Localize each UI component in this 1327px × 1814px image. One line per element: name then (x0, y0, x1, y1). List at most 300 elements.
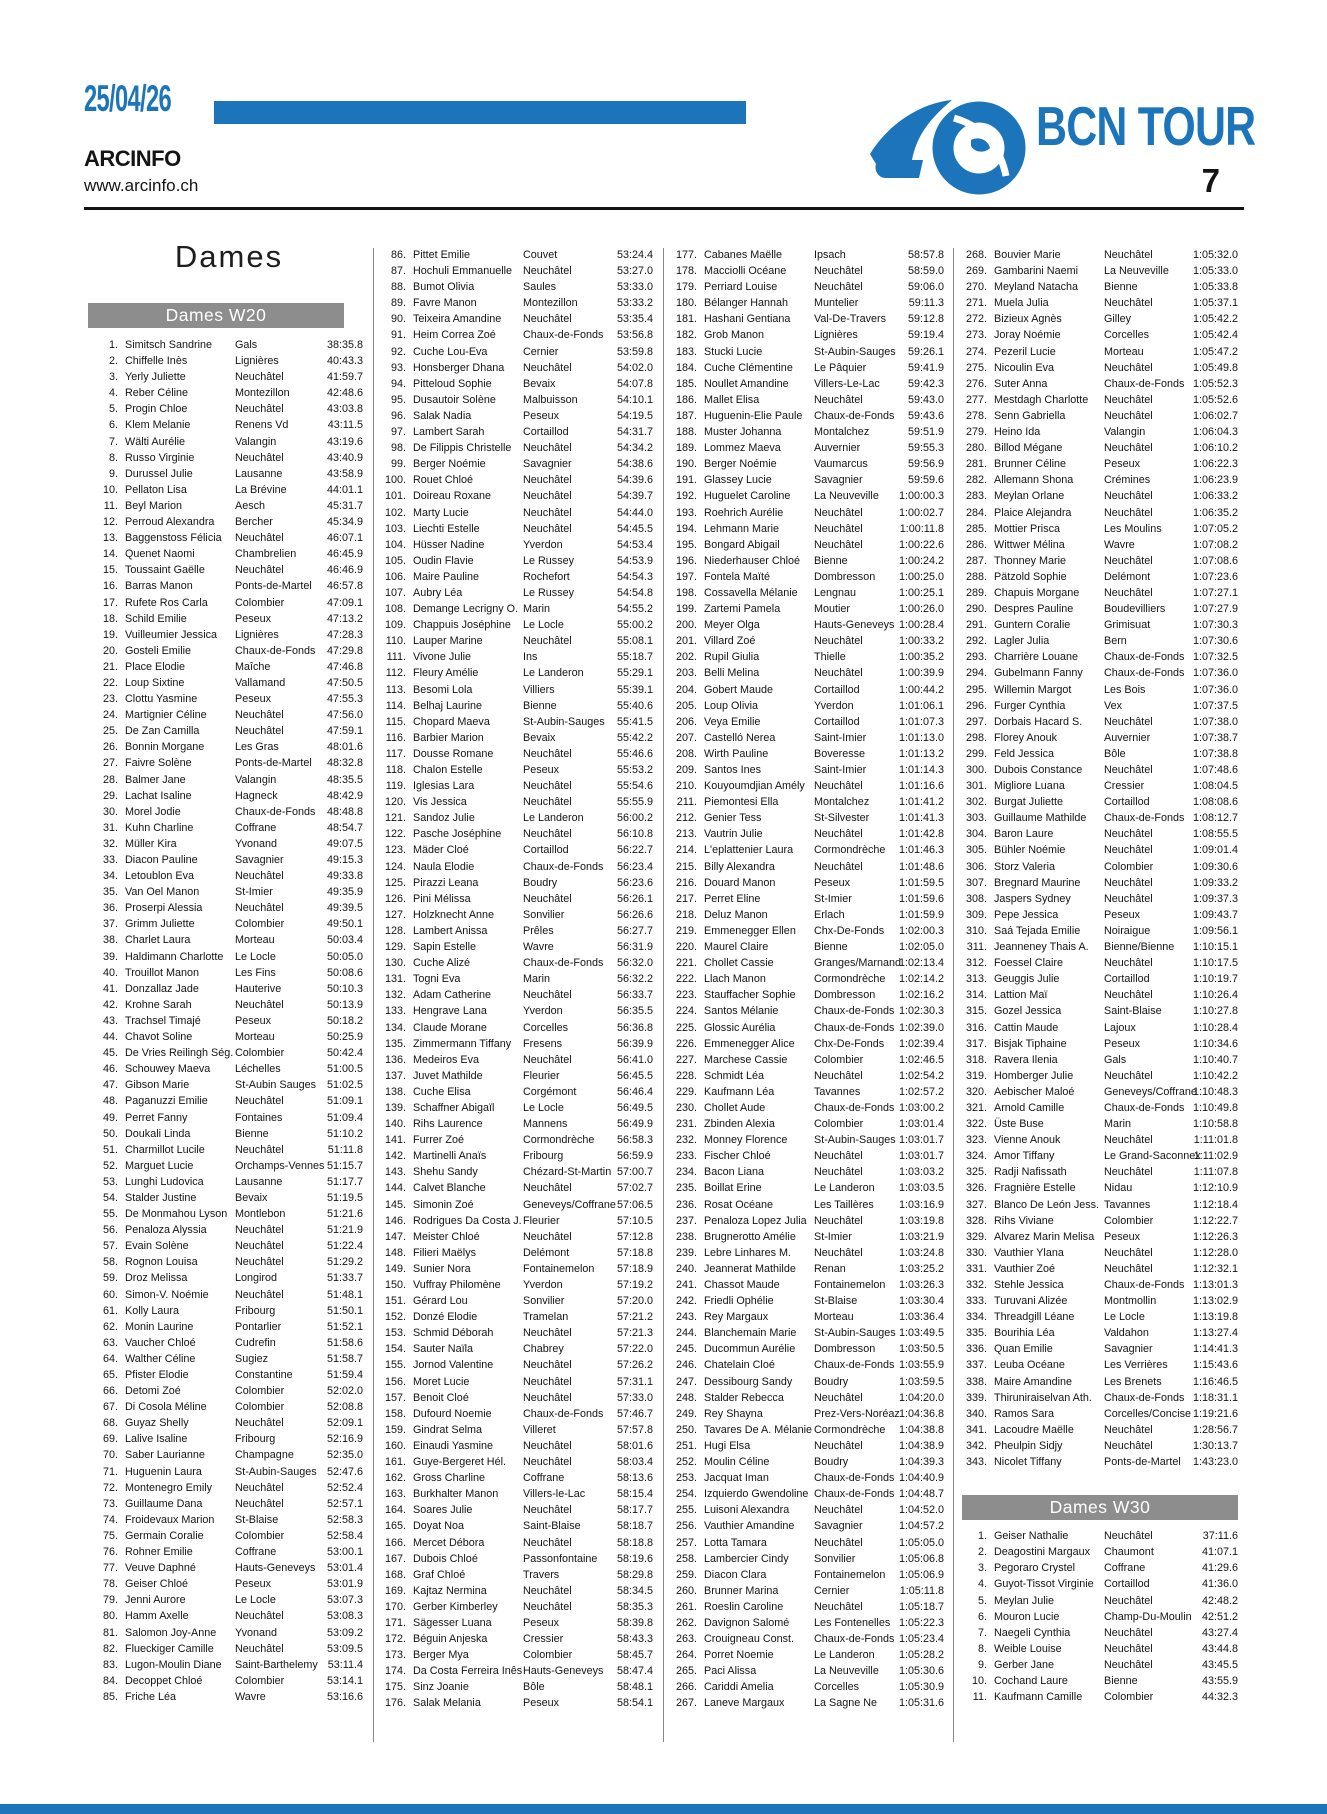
result-row (672, 1439, 944, 1455)
result-time: 1:02:16.2 (898, 989, 944, 1002)
result-time: 51:19.5 (326, 1191, 363, 1204)
result-row (962, 924, 1238, 940)
result-rank: 1. (108, 339, 118, 351)
result-rank: 172. (384, 1633, 406, 1646)
result-time: 57:22.0 (616, 1343, 653, 1356)
result-name: Arnold Camille (994, 1101, 1065, 1114)
result-rank: 25. (102, 725, 118, 738)
result-name: Dessibourg Sandy (704, 1375, 793, 1388)
result-row (672, 747, 944, 763)
result-row (381, 908, 653, 924)
result-rank: 192. (675, 490, 697, 503)
result-city: La Sagne Ne (814, 1697, 878, 1710)
result-name: Ramos Sara (994, 1407, 1055, 1420)
result-city: Neuchâtel (523, 892, 572, 905)
result-rank: 169. (384, 1584, 406, 1597)
result-city: Neuchâtel (1104, 1423, 1153, 1436)
result-city: Neuchâtel (1104, 1069, 1153, 1082)
result-name: Roeslin Caroline (704, 1600, 784, 1613)
result-time: 52:08.8 (326, 1401, 363, 1414)
result-row (93, 885, 363, 901)
result-name: Storz Valeria (994, 860, 1056, 873)
section-header-w30 (962, 1495, 1238, 1520)
result-rank: 65. (102, 1369, 118, 1381)
result-name: Guillaume Dana (125, 1497, 203, 1510)
result-city: St-Aubin-Sauges (235, 1465, 317, 1478)
result-time: 1:00:00.3 (898, 490, 944, 503)
result-name: Lunghi Ludovica (125, 1175, 204, 1188)
result-time: 1:07:05.2 (1192, 522, 1238, 535)
result-name: Filieri Maëlys (413, 1246, 476, 1259)
result-rank: 317. (965, 1037, 987, 1050)
result-row (672, 457, 944, 473)
result-city: Chaux-de-Fonds (1104, 1279, 1185, 1291)
result-rank: 78. (102, 1578, 118, 1591)
result-city: Neuchâtel (814, 780, 863, 793)
result-city: Mannens (523, 1118, 568, 1131)
result-row (672, 1021, 944, 1037)
result-name: Mottier Prisca (994, 522, 1060, 535)
result-row (381, 876, 653, 892)
result-time: 1:05:33.0 (1192, 265, 1238, 278)
result-rank: 132. (384, 989, 406, 1002)
results-column-2 (381, 248, 653, 1713)
result-city: Saules (523, 281, 557, 294)
result-city: Peseux (1104, 458, 1141, 471)
result-city: Chaux-de-Fonds (814, 1005, 895, 1018)
result-name: Jaspers Sydney (994, 892, 1071, 905)
result-row (962, 795, 1238, 811)
result-name: Wirth Pauline (704, 747, 769, 760)
result-rank: 53. (102, 1175, 118, 1188)
result-rank: 263. (675, 1633, 697, 1646)
result-city: Yverdon (523, 1279, 563, 1291)
result-time: 55:54.6 (616, 780, 653, 793)
result-city: Neuchâtel (814, 538, 863, 551)
result-city: Neuchâtel (523, 522, 572, 535)
result-rank: 232. (675, 1134, 697, 1147)
result-city: Colombier (1104, 1691, 1154, 1704)
result-rank: 319. (965, 1069, 987, 1082)
result-time: 47:56.0 (326, 709, 363, 722)
result-name: Brugnerotto Amélie (704, 1230, 796, 1243)
result-city: Yverdon (523, 538, 563, 551)
result-name: Villard Zoé (704, 635, 756, 648)
result-city: St-Imier (814, 892, 852, 905)
result-time: 1:07:36.0 (1192, 667, 1238, 680)
result-time: 48:54.7 (326, 821, 363, 834)
result-rank: 22. (102, 676, 118, 689)
result-time: 1:10:28.4 (1192, 1021, 1238, 1034)
result-name: Charmillot Lucile (125, 1143, 205, 1156)
result-time: 50:10.3 (326, 982, 363, 995)
result-time: 1:10:49.8 (1192, 1101, 1238, 1114)
result-city: Cernier (523, 345, 559, 358)
result-rank: 297. (965, 715, 987, 728)
result-city: Neuchâtel (523, 313, 572, 326)
result-row (672, 1568, 944, 1584)
result-name: Sandoz Julie (413, 812, 475, 825)
result-name: Billod Mégane (994, 442, 1063, 455)
result-rank: 218. (675, 908, 697, 921)
result-city: Cortaillod (814, 683, 860, 696)
result-rank: 66. (102, 1385, 118, 1398)
result-city: Sugiez (235, 1352, 269, 1365)
result-city: Le Landeron (523, 667, 584, 680)
result-time: 1:06:35.2 (1192, 506, 1238, 519)
result-row (962, 1658, 1238, 1674)
page-date: 25/04/26 (84, 78, 172, 119)
result-time: 1:01:42.8 (898, 828, 944, 841)
result-city: Neuchâtel (235, 532, 284, 545)
brand-title: BCN TOUR (1036, 95, 1256, 157)
result-name: Fleury Amélie (413, 667, 479, 680)
result-row (381, 747, 653, 763)
result-name: Bühler Noémie (994, 844, 1066, 857)
result-row (962, 1149, 1238, 1165)
result-time: 58:59.0 (907, 265, 944, 278)
result-time: 58:57.8 (907, 249, 944, 261)
result-name: Meyland Natacha (994, 281, 1079, 294)
result-rank: 244. (675, 1327, 697, 1340)
result-rank: 114. (385, 699, 406, 712)
result-name: Nicoulin Eva (994, 361, 1055, 374)
result-row (672, 876, 944, 892)
result-rank: 330. (965, 1246, 987, 1259)
result-city: Tramelan (523, 1311, 569, 1324)
result-row (93, 1143, 363, 1159)
result-row (962, 1407, 1238, 1423)
result-name: Kajtaz Nermina (413, 1584, 487, 1597)
result-city: Chaux-de-Fonds (523, 860, 604, 873)
result-rank: 14. (102, 548, 118, 561)
result-name: Pheulpin Sidjy (994, 1439, 1063, 1452)
result-row (672, 924, 944, 940)
result-row (93, 1432, 363, 1448)
result-time: 57:19.2 (616, 1279, 653, 1291)
column-divider (953, 248, 954, 1742)
result-row (381, 1165, 653, 1181)
result-city: Neuchâtel (814, 522, 863, 535)
publication-name: ARCINFO (84, 146, 181, 171)
result-rank: 9. (977, 1658, 987, 1671)
result-city: Lausanne (235, 1175, 283, 1188)
result-name: Aebischer Maloé (994, 1085, 1075, 1098)
result-rank: 191. (675, 474, 697, 487)
result-row (93, 1561, 363, 1577)
result-name: Cariddi Amelia (704, 1681, 774, 1694)
result-row (672, 1358, 944, 1374)
result-time: 53:24.4 (616, 249, 653, 261)
result-rank: 249. (675, 1407, 697, 1420)
result-name: Graf Chloé (413, 1568, 466, 1581)
result-name: Penaloza Alyssia (125, 1224, 207, 1237)
result-city: Corcelles (1104, 329, 1150, 342)
result-city: Champ-Du-Moulin (1104, 1610, 1192, 1623)
result-time: 47:29.8 (326, 644, 363, 657)
result-rank: 73. (102, 1497, 118, 1510)
result-row (381, 956, 653, 972)
result-name: Foessel Claire (994, 957, 1064, 970)
result-rank: 194. (675, 522, 697, 535)
result-city: Bercher (235, 516, 273, 529)
result-time: 1:13:19.8 (1192, 1311, 1238, 1324)
result-time: 51:11.8 (327, 1143, 363, 1156)
result-name: Krohne Sarah (125, 998, 192, 1011)
result-time: 1:19:21.6 (1192, 1407, 1238, 1420)
result-name: Saber Laurianne (125, 1449, 205, 1462)
result-city: Neuchâtel (235, 725, 284, 738)
result-city: Auvernier (814, 442, 861, 455)
result-name: Gambarini Naemi (994, 265, 1079, 278)
result-city: Neuchâtel (1104, 715, 1153, 728)
result-city: Neuchâtel (523, 1600, 572, 1613)
result-city: Fontaines (235, 1111, 283, 1124)
result-name: Honsberger Dhana (413, 361, 505, 374)
result-time: 52:16.9 (326, 1433, 363, 1446)
result-city: Delémont (1104, 570, 1151, 583)
result-name: Pittet Emilie (413, 249, 470, 261)
result-city: Neuchâtel (523, 989, 572, 1002)
result-rank: 322. (965, 1118, 987, 1131)
result-rank: 42. (102, 998, 118, 1011)
result-name: Beyl Marion (125, 499, 183, 512)
result-rank: 55. (102, 1208, 118, 1221)
result-time: 1:16:46.5 (1192, 1375, 1238, 1388)
result-city: Saint-Imier (814, 764, 867, 776)
result-rank: 119. (385, 780, 406, 793)
result-row (93, 1207, 363, 1223)
result-time: 42:51.2 (1201, 1610, 1238, 1623)
result-city: Gilley (1104, 313, 1131, 326)
result-row (93, 1078, 363, 1094)
result-city: La Neuveville (814, 1665, 879, 1678)
result-name: Pegoraro Crystel (994, 1562, 1076, 1575)
result-rank: 256. (675, 1520, 697, 1533)
result-name: De Zan Camilla (125, 725, 200, 738)
result-time: 59:43.0 (907, 393, 944, 406)
result-time: 1:00:25.1 (898, 586, 944, 599)
result-rank: 215. (675, 860, 697, 873)
result-row (93, 612, 363, 628)
result-row (672, 1037, 944, 1053)
result-rank: 59. (102, 1272, 118, 1285)
result-time: 1:02:00.3 (898, 924, 944, 937)
result-name: Amor Tiffany (994, 1150, 1055, 1163)
result-name: Vautrin Julie (704, 828, 763, 841)
result-time: 1:02:13.4 (898, 957, 944, 970)
result-city: Ponts-de-Martel (235, 580, 312, 593)
result-city: Chaux-de-Fonds (1104, 667, 1185, 680)
result-row (962, 827, 1238, 843)
result-row (381, 1181, 653, 1197)
result-name: Doireau Roxane (413, 490, 492, 503)
result-row (93, 370, 363, 386)
result-city: Cortaillod (1104, 973, 1150, 986)
result-name: Place Elodie (125, 660, 186, 673)
result-rank: 33. (102, 854, 118, 866)
result-city: Lausanne (235, 467, 283, 480)
result-name: Kaufmann Camille (994, 1691, 1083, 1704)
result-city: Neuchâtel (235, 870, 284, 883)
result-rank: 82. (102, 1642, 118, 1655)
result-rank: 328. (965, 1214, 987, 1227)
result-time: 1:09:01.4 (1192, 844, 1238, 857)
result-name: Salak Nadia (413, 409, 472, 422)
result-row (93, 805, 363, 821)
result-rank: 38. (102, 934, 118, 947)
result-rank: 166. (384, 1536, 406, 1549)
result-rank: 331. (965, 1262, 987, 1275)
result-time: 1:05:11.8 (899, 1584, 944, 1597)
result-row (381, 1101, 653, 1117)
result-rank: 127. (384, 908, 406, 921)
result-name: Kuhn Charline (125, 821, 194, 834)
result-city: Neuchâtel (814, 828, 863, 841)
result-city: Neuchâtel (1104, 554, 1153, 567)
result-city: Montezillon (523, 297, 578, 310)
result-rank: 213. (675, 828, 697, 841)
result-row (93, 435, 363, 451)
result-row (93, 563, 363, 579)
result-rank: 43. (102, 1014, 118, 1027)
result-name: Lommez Maeva (704, 442, 781, 455)
result-time: 57:10.5 (616, 1214, 653, 1227)
result-name: Quenet Naomi (125, 548, 195, 561)
result-name: Rupil Giulia (704, 651, 760, 664)
result-rank: 115. (385, 715, 406, 728)
result-row (381, 1455, 653, 1471)
result-city: Neuchâtel (1104, 409, 1153, 422)
result-time: 59:59.6 (907, 474, 944, 487)
result-rank: 5. (108, 403, 118, 416)
result-time: 55:55.9 (616, 796, 653, 809)
result-name: Cuche Alizé (413, 957, 471, 970)
result-row (93, 708, 363, 724)
result-row (381, 1632, 653, 1648)
result-city: Moutier (814, 603, 851, 616)
result-time: 1:12:32.1 (1192, 1262, 1238, 1275)
result-city: Morteau (235, 934, 275, 947)
result-city: Bevaix (523, 731, 556, 744)
result-time: 1:07:38.7 (1192, 731, 1238, 744)
result-row (672, 328, 944, 344)
result-city: Chézard-St-Martin (523, 1166, 612, 1179)
result-time: 53:08.3 (326, 1610, 363, 1623)
result-city: Chaux-de-Fonds (814, 1633, 895, 1646)
result-name: Juvet Mathilde (413, 1069, 483, 1082)
result-name: Simonin Zoé (413, 1198, 474, 1211)
result-time: 52:58.4 (326, 1529, 363, 1542)
result-row (672, 296, 944, 312)
result-time: 44:32.3 (1201, 1691, 1238, 1704)
result-name: Chatelain Cloé (704, 1359, 775, 1372)
result-time: 43:58.9 (326, 467, 363, 480)
result-time: 57:20.0 (616, 1295, 653, 1308)
result-row (93, 531, 363, 547)
result-city: Neuchâtel (523, 1327, 572, 1340)
result-time: 1:04:39.3 (898, 1456, 944, 1469)
result-row (93, 338, 363, 354)
result-row (381, 731, 653, 747)
result-row (672, 940, 944, 956)
result-rank: 162. (384, 1472, 406, 1485)
result-city: Fribourg (523, 1150, 564, 1163)
result-city: Le Grand-Saconnex (1104, 1150, 1201, 1163)
result-time: 59:11.3 (908, 297, 944, 310)
result-rank: 6. (108, 419, 118, 432)
result-time: 1:05:42.2 (1192, 313, 1238, 326)
result-city: Fontainemelon (523, 1262, 595, 1275)
result-city: Neuchâtel (523, 780, 572, 793)
result-city: Marin (1104, 1118, 1131, 1131)
result-row (962, 683, 1238, 699)
result-name: Gerber Jane (994, 1658, 1055, 1671)
result-row (93, 1062, 363, 1078)
result-city: Hauterive (235, 982, 282, 995)
publication-website: www.arcinfo.ch (84, 176, 199, 195)
result-rank: 334. (965, 1311, 987, 1324)
result-rank: 98. (390, 442, 406, 455)
result-city: Neuchâtel (523, 1391, 572, 1404)
result-time: 58:48.1 (616, 1681, 653, 1694)
result-rank: 4. (977, 1578, 987, 1591)
result-name: Dousse Romane (413, 747, 494, 760)
result-time: 43:44.8 (1201, 1642, 1238, 1655)
result-time: 1:10:48.3 (1192, 1085, 1238, 1098)
result-time: 1:02:54.2 (898, 1069, 944, 1082)
result-row (962, 296, 1238, 312)
result-name: Rognon Louisa (125, 1256, 198, 1269)
result-time: 51:15.7 (326, 1159, 363, 1172)
result-row (672, 972, 944, 988)
result-row (962, 312, 1238, 328)
result-city: Neuchâtel (1104, 1246, 1153, 1259)
result-name: Gozel Jessica (994, 1005, 1062, 1018)
result-rank: 158. (384, 1407, 406, 1420)
result-rank: 311. (966, 941, 987, 954)
result-city: Colombier (235, 1529, 285, 1542)
result-time: 1:13:27.4 (1192, 1327, 1238, 1340)
result-city: Chaux-de-Fonds (523, 957, 604, 970)
result-time: 1:03:49.5 (898, 1327, 944, 1340)
result-row (381, 1053, 653, 1069)
result-row (962, 1165, 1238, 1181)
result-row (93, 1368, 363, 1384)
result-row (381, 843, 653, 859)
result-row (672, 811, 944, 827)
result-city: Hauts-Geneveys (235, 1562, 316, 1575)
result-rank: 223. (675, 989, 697, 1002)
result-row (381, 1278, 653, 1294)
result-city: St-Silvester (814, 812, 870, 825)
result-time: 1:05:23.4 (898, 1633, 944, 1646)
result-name: Cattin Maude (994, 1021, 1059, 1034)
result-city: Bôle (523, 1681, 545, 1694)
result-city: Neuchâtel (523, 1053, 572, 1066)
result-rank: 88. (390, 281, 406, 294)
result-rank: 310. (965, 924, 987, 937)
result-city: Neuchâtel (523, 506, 572, 519)
result-city: Les Taillères (814, 1198, 874, 1211)
result-city: Savagnier (1104, 1343, 1153, 1356)
result-name: Pepe Jessica (994, 908, 1059, 921)
result-city: Auvernier (1104, 731, 1151, 744)
result-row (962, 715, 1238, 731)
result-row (672, 1342, 944, 1358)
result-rank: 118. (385, 764, 406, 776)
result-row (381, 860, 653, 876)
